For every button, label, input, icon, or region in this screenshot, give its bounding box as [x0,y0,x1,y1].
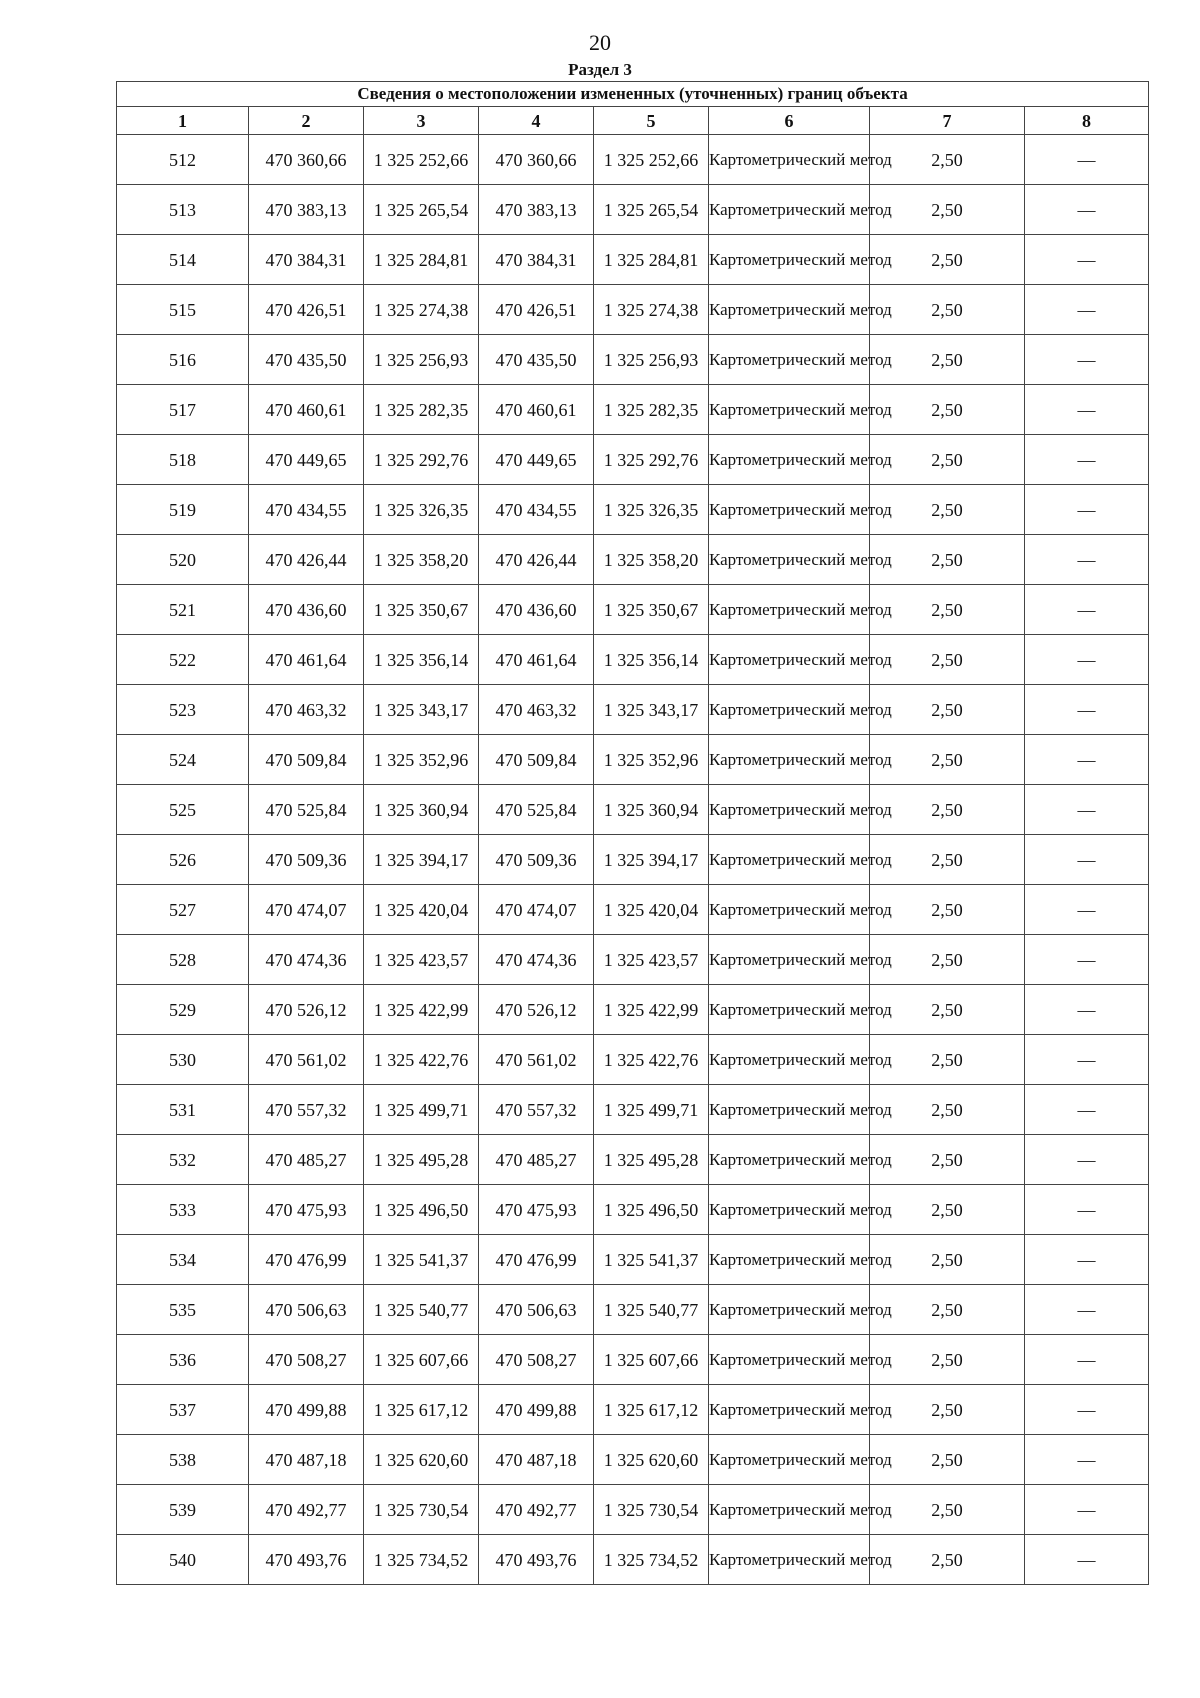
accuracy-cell: 2,50 [870,685,1025,735]
x-existing-cell: 470 461,64 [249,635,364,685]
table-row [117,1435,1149,1485]
y-existing-cell: 1 325 284,81 [364,235,479,285]
x-existing-cell: 470 525,84 [249,785,364,835]
accuracy-cell: 2,50 [870,785,1025,835]
accuracy-cell: 2,50 [870,1235,1025,1285]
point-number-cell: 540 [117,1535,249,1585]
accuracy-cell: 2,50 [870,635,1025,685]
y-existing-cell: 1 325 358,20 [364,535,479,585]
description-cell: — [1025,1085,1149,1135]
x-refined-cell: 470 449,65 [479,435,594,485]
point-number-cell: 535 [117,1285,249,1335]
description-cell: — [1025,435,1149,485]
section-title: Раздел 3 [568,60,632,79]
x-existing-cell: 470 384,31 [249,235,364,285]
column-number-8: 8 [1025,107,1149,135]
method-cell: Картометрический метод [709,485,870,535]
column-number-7: 7 [870,107,1025,135]
coordinates-table [116,81,1149,1585]
table-row [117,635,1149,685]
accuracy-cell: 2,50 [870,1335,1025,1385]
point-number-cell: 528 [117,935,249,985]
table-row [117,1335,1149,1385]
x-refined-cell: 470 460,61 [479,385,594,435]
x-existing-cell: 470 449,65 [249,435,364,485]
table-row [117,1385,1149,1435]
method-cell: Картометрический метод [709,185,870,235]
table-row [117,1085,1149,1135]
y-refined-cell: 1 325 360,94 [594,785,709,835]
y-existing-cell: 1 325 540,77 [364,1285,479,1335]
point-number-cell: 536 [117,1335,249,1385]
accuracy-cell: 2,50 [870,385,1025,435]
point-number-cell: 519 [117,485,249,535]
x-refined-cell: 470 509,36 [479,835,594,885]
x-existing-cell: 470 474,36 [249,935,364,985]
x-refined-cell: 470 463,32 [479,685,594,735]
point-number-cell: 529 [117,985,249,1035]
description-cell: — [1025,885,1149,935]
method-cell: Картометрический метод [709,135,870,185]
description-cell: — [1025,285,1149,335]
y-refined-cell: 1 325 734,52 [594,1535,709,1585]
accuracy-cell: 2,50 [870,1285,1025,1335]
description-cell: — [1025,385,1149,435]
point-number-cell: 516 [117,335,249,385]
x-existing-cell: 470 485,27 [249,1135,364,1185]
y-existing-cell: 1 325 360,94 [364,785,479,835]
y-refined-cell: 1 325 284,81 [594,235,709,285]
point-number-cell: 521 [117,585,249,635]
accuracy-cell: 2,50 [870,935,1025,985]
x-existing-cell: 470 360,66 [249,135,364,185]
y-existing-cell: 1 325 326,35 [364,485,479,535]
description-cell: — [1025,185,1149,235]
method-cell: Картометрический метод [709,285,870,335]
y-existing-cell: 1 325 356,14 [364,635,479,685]
y-existing-cell: 1 325 352,96 [364,735,479,785]
table-row [117,935,1149,985]
x-existing-cell: 470 435,50 [249,335,364,385]
x-refined-cell: 470 426,44 [479,535,594,585]
y-existing-cell: 1 325 422,99 [364,985,479,1035]
method-cell: Картометрический метод [709,585,870,635]
x-refined-cell: 470 474,07 [479,885,594,935]
y-existing-cell: 1 325 541,37 [364,1235,479,1285]
x-existing-cell: 470 426,51 [249,285,364,335]
table-row [117,285,1149,335]
accuracy-cell: 2,50 [870,1435,1025,1485]
column-number-1: 1 [117,107,249,135]
accuracy-cell: 2,50 [870,285,1025,335]
method-cell: Картометрический метод [709,685,870,735]
table-row [117,1535,1149,1585]
point-number-cell: 513 [117,185,249,235]
table-row [117,785,1149,835]
y-refined-cell: 1 325 541,37 [594,1235,709,1285]
y-existing-cell: 1 325 256,93 [364,335,479,385]
accuracy-cell: 2,50 [870,335,1025,385]
method-cell: Картометрический метод [709,835,870,885]
table-row [117,185,1149,235]
x-refined-cell: 470 384,31 [479,235,594,285]
y-existing-cell: 1 325 620,60 [364,1435,479,1485]
x-refined-cell: 470 461,64 [479,635,594,685]
method-cell: Картометрический метод [709,435,870,485]
y-refined-cell: 1 325 350,67 [594,585,709,635]
method-cell: Картометрический метод [709,235,870,285]
description-cell: — [1025,335,1149,385]
description-cell: — [1025,935,1149,985]
description-cell: — [1025,235,1149,285]
y-refined-cell: 1 325 422,76 [594,1035,709,1085]
y-refined-cell: 1 325 423,57 [594,935,709,985]
method-cell: Картометрический метод [709,535,870,585]
point-number-cell: 524 [117,735,249,785]
table-row [117,535,1149,585]
method-cell: Картометрический метод [709,1435,870,1485]
table-row [117,1285,1149,1335]
point-number-cell: 520 [117,535,249,585]
accuracy-cell: 2,50 [870,1385,1025,1435]
method-cell: Картометрический метод [709,785,870,835]
y-refined-cell: 1 325 540,77 [594,1285,709,1335]
point-number-cell: 533 [117,1185,249,1235]
accuracy-cell: 2,50 [870,435,1025,485]
y-existing-cell: 1 325 617,12 [364,1385,479,1435]
description-cell: — [1025,1535,1149,1585]
table-row [117,235,1149,285]
y-existing-cell: 1 325 499,71 [364,1085,479,1135]
description-cell: — [1025,535,1149,585]
y-refined-cell: 1 325 394,17 [594,835,709,885]
x-existing-cell: 470 476,99 [249,1235,364,1285]
description-cell: — [1025,1285,1149,1335]
x-existing-cell: 470 426,44 [249,535,364,585]
column-number-3: 3 [364,107,479,135]
y-existing-cell: 1 325 343,17 [364,685,479,735]
accuracy-cell: 2,50 [870,1535,1025,1585]
description-cell: — [1025,1035,1149,1085]
point-number-cell: 539 [117,1485,249,1535]
accuracy-cell: 2,50 [870,485,1025,535]
x-existing-cell: 470 474,07 [249,885,364,935]
point-number-cell: 512 [117,135,249,185]
column-number-row [117,107,1149,135]
point-number-cell: 534 [117,1235,249,1285]
point-number-cell: 532 [117,1135,249,1185]
y-refined-cell: 1 325 252,66 [594,135,709,185]
accuracy-cell: 2,50 [870,1135,1025,1185]
x-existing-cell: 470 463,32 [249,685,364,735]
x-refined-cell: 470 383,13 [479,185,594,235]
table-row [117,335,1149,385]
y-refined-cell: 1 325 343,17 [594,685,709,735]
y-existing-cell: 1 325 394,17 [364,835,479,885]
y-refined-cell: 1 325 607,66 [594,1335,709,1385]
point-number-cell: 514 [117,235,249,285]
x-refined-cell: 470 474,36 [479,935,594,985]
y-refined-cell: 1 325 420,04 [594,885,709,935]
table-row [117,685,1149,735]
y-existing-cell: 1 325 607,66 [364,1335,479,1385]
column-number-6: 6 [709,107,870,135]
x-existing-cell: 470 493,76 [249,1535,364,1585]
x-refined-cell: 470 526,12 [479,985,594,1035]
x-refined-cell: 470 499,88 [479,1385,594,1435]
point-number-cell: 531 [117,1085,249,1135]
x-existing-cell: 470 460,61 [249,385,364,435]
method-cell: Картометрический метод [709,985,870,1035]
y-refined-cell: 1 325 617,12 [594,1385,709,1435]
x-refined-cell: 470 509,84 [479,735,594,785]
description-cell: — [1025,1385,1149,1435]
table-caption: Сведения о местоположении измененных (уточненных) границ объекта [117,82,1149,107]
x-existing-cell: 470 557,32 [249,1085,364,1135]
y-refined-cell: 1 325 352,96 [594,735,709,785]
accuracy-cell: 2,50 [870,985,1025,1035]
description-cell: — [1025,735,1149,785]
y-refined-cell: 1 325 265,54 [594,185,709,235]
y-refined-cell: 1 325 499,71 [594,1085,709,1135]
column-number-2: 2 [249,107,364,135]
method-cell: Картометрический метод [709,1235,870,1285]
y-existing-cell: 1 325 423,57 [364,935,479,985]
method-cell: Картометрический метод [709,1185,870,1235]
accuracy-cell: 2,50 [870,1485,1025,1535]
table-row [117,585,1149,635]
y-refined-cell: 1 325 422,99 [594,985,709,1035]
table-row [117,735,1149,785]
x-refined-cell: 470 426,51 [479,285,594,335]
description-cell: — [1025,635,1149,685]
x-existing-cell: 470 509,36 [249,835,364,885]
x-refined-cell: 470 475,93 [479,1185,594,1235]
table-caption-row [117,82,1149,107]
x-refined-cell: 470 557,32 [479,1085,594,1135]
x-refined-cell: 470 434,55 [479,485,594,535]
method-cell: Картометрический метод [709,1285,870,1335]
y-existing-cell: 1 325 350,67 [364,585,479,635]
point-number-cell: 538 [117,1435,249,1485]
y-existing-cell: 1 325 496,50 [364,1185,479,1235]
x-existing-cell: 470 508,27 [249,1335,364,1385]
description-cell: — [1025,135,1149,185]
description-cell: — [1025,685,1149,735]
accuracy-cell: 2,50 [870,235,1025,285]
accuracy-cell: 2,50 [870,1035,1025,1085]
y-existing-cell: 1 325 495,28 [364,1135,479,1185]
y-existing-cell: 1 325 422,76 [364,1035,479,1085]
accuracy-cell: 2,50 [870,185,1025,235]
point-number-cell: 522 [117,635,249,685]
x-existing-cell: 470 475,93 [249,1185,364,1235]
y-refined-cell: 1 325 274,38 [594,285,709,335]
table-row [117,1485,1149,1535]
table-row [117,485,1149,535]
point-number-cell: 518 [117,435,249,485]
x-refined-cell: 470 487,18 [479,1435,594,1485]
point-number-cell: 515 [117,285,249,335]
y-refined-cell: 1 325 495,28 [594,1135,709,1185]
method-cell: Картометрический метод [709,635,870,685]
y-existing-cell: 1 325 252,66 [364,135,479,185]
y-refined-cell: 1 325 496,50 [594,1185,709,1235]
accuracy-cell: 2,50 [870,535,1025,585]
accuracy-cell: 2,50 [870,735,1025,785]
y-refined-cell: 1 325 256,93 [594,335,709,385]
method-cell: Картометрический метод [709,1485,870,1535]
y-refined-cell: 1 325 292,76 [594,435,709,485]
method-cell: Картометрический метод [709,335,870,385]
accuracy-cell: 2,50 [870,1185,1025,1235]
y-refined-cell: 1 325 358,20 [594,535,709,585]
method-cell: Картометрический метод [709,935,870,985]
description-cell: — [1025,1235,1149,1285]
x-refined-cell: 470 525,84 [479,785,594,835]
table-row [117,1035,1149,1085]
x-existing-cell: 470 561,02 [249,1035,364,1085]
y-refined-cell: 1 325 326,35 [594,485,709,535]
point-number-cell: 526 [117,835,249,885]
y-existing-cell: 1 325 420,04 [364,885,479,935]
x-refined-cell: 470 506,63 [479,1285,594,1335]
y-existing-cell: 1 325 282,35 [364,385,479,435]
point-number-cell: 527 [117,885,249,935]
table-row [117,1185,1149,1235]
method-cell: Картометрический метод [709,385,870,435]
accuracy-cell: 2,50 [870,585,1025,635]
table-row [117,1235,1149,1285]
x-refined-cell: 470 435,50 [479,335,594,385]
x-refined-cell: 470 436,60 [479,585,594,635]
y-existing-cell: 1 325 274,38 [364,285,479,335]
table-row [117,1135,1149,1185]
x-existing-cell: 470 492,77 [249,1485,364,1535]
x-refined-cell: 470 476,99 [479,1235,594,1285]
y-refined-cell: 1 325 356,14 [594,635,709,685]
table-row [117,435,1149,485]
page-number: 20 [589,30,611,55]
y-refined-cell: 1 325 282,35 [594,385,709,435]
point-number-cell: 517 [117,385,249,435]
x-refined-cell: 470 492,77 [479,1485,594,1535]
method-cell: Картометрический метод [709,1135,870,1185]
method-cell: Картометрический метод [709,885,870,935]
description-cell: — [1025,585,1149,635]
x-existing-cell: 470 383,13 [249,185,364,235]
table-body [117,135,1149,1585]
x-refined-cell: 470 485,27 [479,1135,594,1185]
y-refined-cell: 1 325 730,54 [594,1485,709,1535]
description-cell: — [1025,1185,1149,1235]
x-existing-cell: 470 509,84 [249,735,364,785]
method-cell: Картометрический метод [709,1035,870,1085]
accuracy-cell: 2,50 [870,1085,1025,1135]
description-cell: — [1025,1485,1149,1535]
y-existing-cell: 1 325 265,54 [364,185,479,235]
x-existing-cell: 470 434,55 [249,485,364,535]
accuracy-cell: 2,50 [870,835,1025,885]
point-number-cell: 523 [117,685,249,735]
x-existing-cell: 470 506,63 [249,1285,364,1335]
description-cell: — [1025,1135,1149,1185]
accuracy-cell: 2,50 [870,135,1025,185]
column-number-5: 5 [594,107,709,135]
method-cell: Картометрический метод [709,1335,870,1385]
method-cell: Картометрический метод [709,735,870,785]
table-row [117,135,1149,185]
point-number-cell: 530 [117,1035,249,1085]
table-row [117,385,1149,435]
table-row [117,835,1149,885]
point-number-cell: 525 [117,785,249,835]
description-cell: — [1025,835,1149,885]
x-existing-cell: 470 487,18 [249,1435,364,1485]
point-number-cell: 537 [117,1385,249,1435]
y-refined-cell: 1 325 620,60 [594,1435,709,1485]
y-existing-cell: 1 325 730,54 [364,1485,479,1535]
x-existing-cell: 470 526,12 [249,985,364,1035]
column-number-4: 4 [479,107,594,135]
description-cell: — [1025,785,1149,835]
x-refined-cell: 470 360,66 [479,135,594,185]
description-cell: — [1025,985,1149,1035]
description-cell: — [1025,1335,1149,1385]
method-cell: Картометрический метод [709,1085,870,1135]
description-cell: — [1025,485,1149,535]
x-refined-cell: 470 561,02 [479,1035,594,1085]
description-cell: — [1025,1435,1149,1485]
table-row [117,985,1149,1035]
y-existing-cell: 1 325 292,76 [364,435,479,485]
x-existing-cell: 470 499,88 [249,1385,364,1435]
x-refined-cell: 470 508,27 [479,1335,594,1385]
x-existing-cell: 470 436,60 [249,585,364,635]
method-cell: Картометрический метод [709,1535,870,1585]
table-row [117,885,1149,935]
x-refined-cell: 470 493,76 [479,1535,594,1585]
accuracy-cell: 2,50 [870,885,1025,935]
y-existing-cell: 1 325 734,52 [364,1535,479,1585]
method-cell: Картометрический метод [709,1385,870,1435]
